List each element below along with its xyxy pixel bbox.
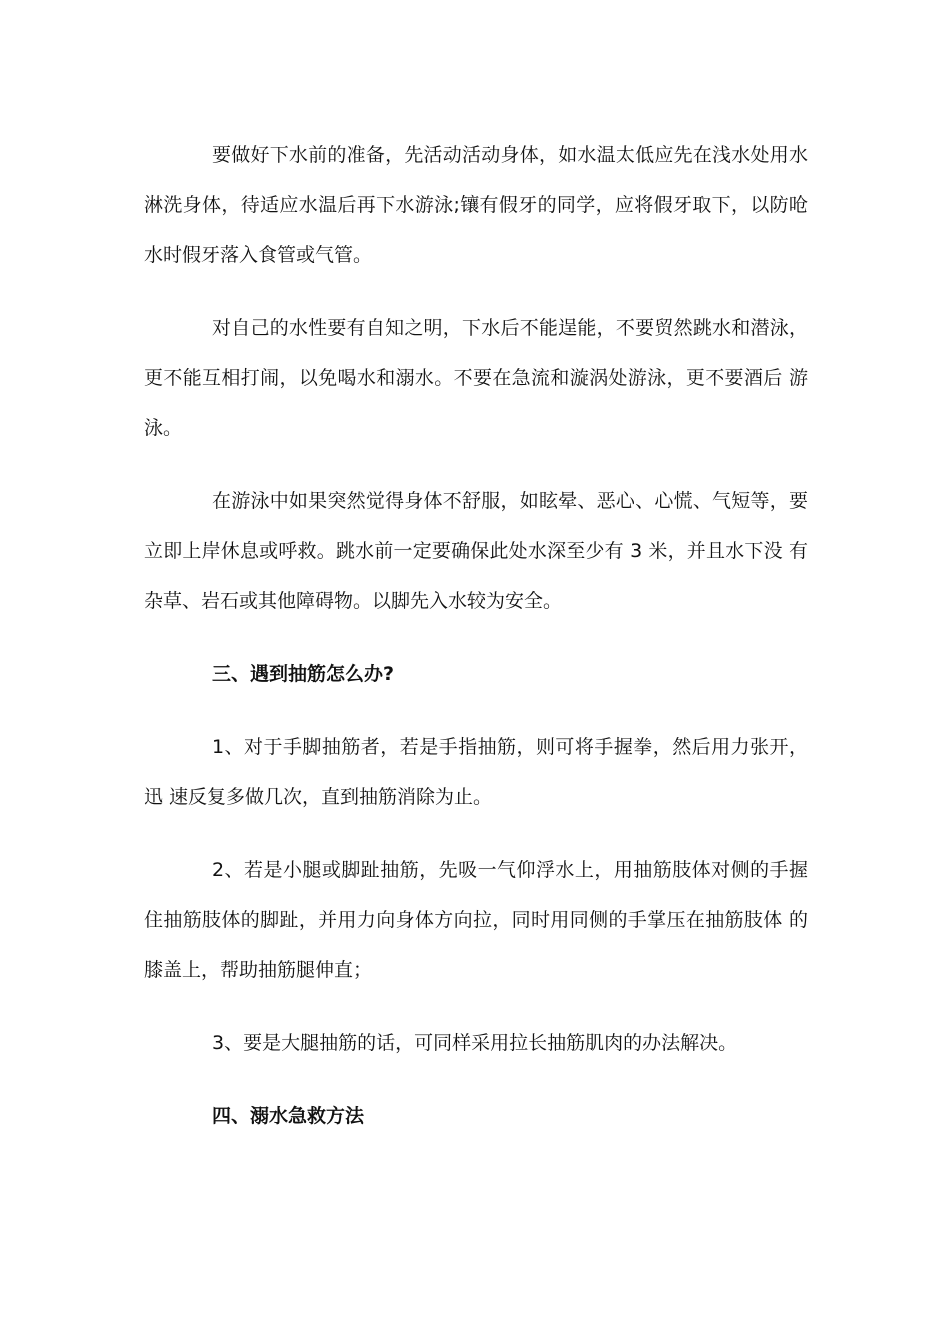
- section-heading-cramps: 三、遇到抽筋怎么办?: [212, 663, 395, 685]
- list-item-thigh-cramp: 3、要是大腿抽筋的话，可同样采用拉长抽筋肌肉的办法解决。: [212, 1032, 738, 1054]
- section-heading-drowning-rescue: 四、溺水急救方法: [212, 1105, 365, 1127]
- paragraph-discomfort: 在游泳中如果突然觉得身体不舒服，如眩晕、恶心、心慌、气短等，要立即上岸休息或呼救。跳水前一定要确保此处水深至少有 3 米，并且水下没 有杂草、岩石或其他障碍物。以脚先入水较为安全。: [144, 490, 808, 612]
- list-item-hand-cramp: 1、对于手脚抽筋者，若是手指抽筋，则可将手握拳，然后用力张开，迅 速反复多做几次，直到抽筋消除为止。: [144, 736, 808, 808]
- paragraph-preparation: 要做好下水前的准备，先活动活动身体，如水温太低应先在浅水处用水淋洗身体，待适应水温后再下水游泳;镶有假牙的同学，应将假牙取下，以防呛水时假牙落入食管或气管。: [144, 144, 808, 266]
- document-body: [144, 130, 808, 1164]
- list-item-calf-cramp: 2、若是小腿或脚趾抽筋，先吸一气仰浮水上，用抽筋肢体对侧的手握住抽筋肢体的脚趾，并用力向身体方向拉，同时用同侧的手掌压在抽筋肢体 的膝盖上，帮助抽筋腿伸直；: [144, 859, 808, 981]
- paragraph-self-awareness: 对自己的水性要有自知之明，下水后不能逞能，不要贸然跳水和潜泳，更不能互相打闹，以免喝水和溺水。不要在急流和漩涡处游泳，更不要酒后 游泳。: [144, 317, 808, 439]
